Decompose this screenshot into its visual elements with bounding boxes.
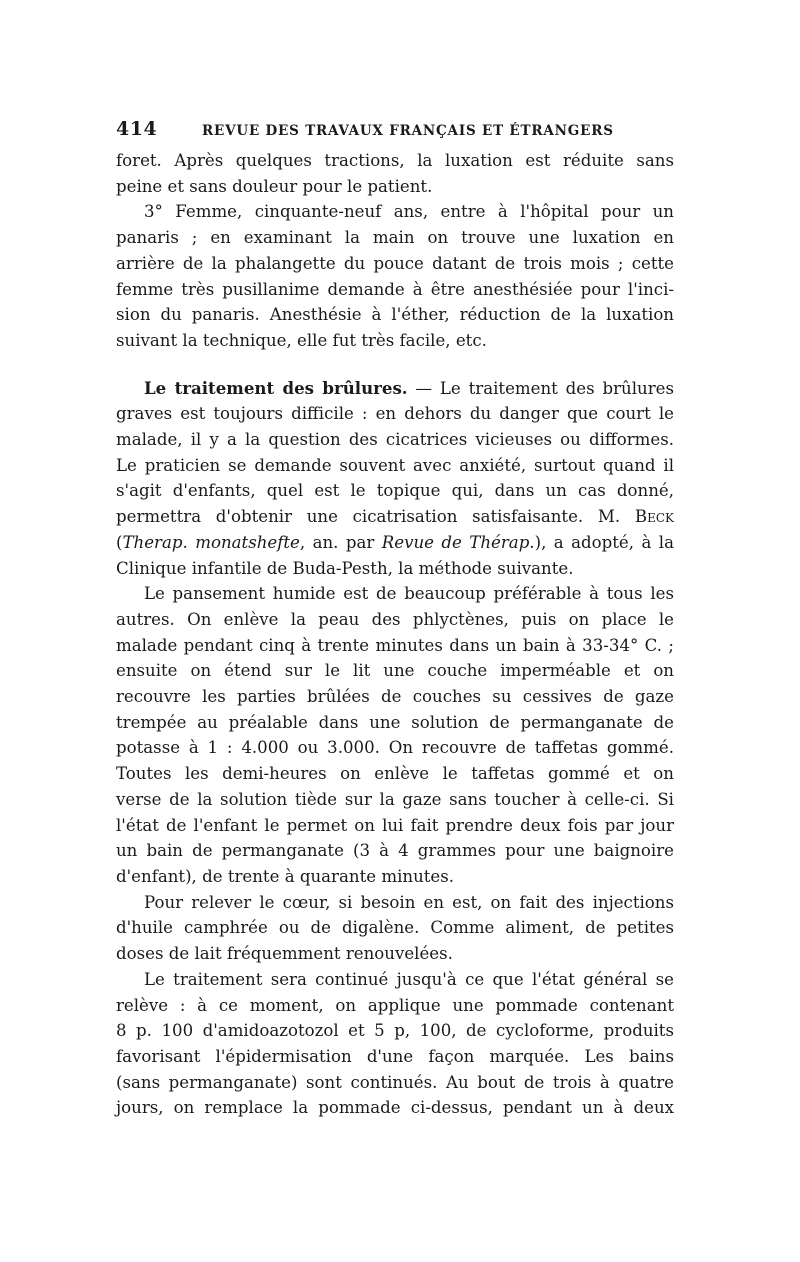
text-line: Le traitement sera continué jusqu'à ce que l'état général se [144, 969, 674, 989]
text-line: potasse à 1 : 4.000 ou 3.000. On recouvre de taffetas gommé. [116, 738, 674, 758]
text-line: trempée au préalable dans une solution de permanganate de [116, 712, 674, 732]
text-line: jours, on remplace la pommade ci-dessus, pendant un à deux [116, 1098, 674, 1118]
text-line: graves est toujours difficile : en dehors du danger que court le [116, 404, 674, 424]
text-line: verse de la solution tiède sur la gaze sans toucher à celle-ci. Si [116, 789, 674, 809]
text-line: Le pansement humide est de beaucoup préférable à tous les [144, 584, 674, 604]
running-title: REVUE DES TRAVAUX FRANÇAIS ET ÉTRANGERS [202, 123, 614, 139]
text-line: s'agit d'enfants, quel est le topique qui, dans un cas donné, [116, 481, 674, 501]
text-line: arrière de la phalangette du pouce datant de trois mois ; cette [116, 253, 674, 273]
text-line: l'état de l'enfant le permet on lui fait prendre deux fois par jour [116, 815, 674, 835]
text-line: (sans permanganate) sont continués. Au bout de trois à quatre [116, 1072, 674, 1092]
text-line: doses de lait fréquemment renouvelées. [116, 944, 453, 964]
section-heading-line [116, 376, 674, 402]
section-heading-continuation: — Le traitement des brûlures [407, 378, 674, 398]
text-line: recouvre les parties brûlées de couches su cessives de gaze [116, 687, 674, 707]
author-name: Beck [634, 507, 674, 527]
ref-open-paren: ( [116, 532, 123, 552]
reference-line [116, 530, 674, 556]
book-page [116, 118, 674, 1121]
text-line: suivant la technique, elle fut très facile, etc. [116, 330, 487, 350]
text-line: favorisant l'épidermisation d'une façon marquée. Les bains [116, 1046, 674, 1066]
text-line: relève : à ce moment, on applique une pommade contenant [116, 995, 674, 1015]
section-heading: Le traitement des brûlures. [144, 377, 408, 398]
section-gap [116, 354, 674, 376]
journal-title-1: Therap. monatshefte [122, 532, 300, 552]
ref-tail: ), a adopté, à la [534, 532, 674, 552]
ref-connector: , an. par [299, 532, 382, 552]
text-line: ensuite on étend sur le lit une couche imperméable et on [116, 661, 674, 681]
running-head [116, 118, 674, 148]
text-line: d'huile camphrée ou de digalène. Comme aliment, de petites [116, 918, 674, 938]
text-line: malade, il y a la question des cicatrices vicieuses ou difformes. [116, 430, 674, 450]
text-line [116, 504, 674, 530]
text-line: autres. On enlève la peau des phlyctènes, puis on place le [116, 609, 674, 629]
text-line: Le praticien se demande souvent avec anxiété, surtout quand il [116, 455, 674, 475]
section-body [116, 556, 674, 1121]
text-line: Clinique infantile de Buda-Pesth, la méthode suivante. [116, 558, 574, 578]
text-line: panaris ; en examinant la main on trouve une luxation en [116, 228, 674, 248]
text-line: Toutes les demi-heures on enlève le taffetas gommé et on [116, 764, 674, 784]
body-text [116, 148, 674, 1121]
journal-title-2: Revue de Thérap. [381, 532, 535, 552]
text-line-content: permettra d'obtenir une cicatrisation satisfaisante. M. [116, 507, 621, 527]
text-line: sion du panaris. Anesthésie à l'éther, réduction de la luxation [116, 305, 674, 325]
text-line: Pour relever le cœur, si besoin en est, on fait des injections [144, 892, 674, 912]
text-line: foret. Après quelques tractions, la luxation est réduite sans [116, 151, 674, 170]
text-line: un bain de permanganate (3 à 4 grammes pour une baignoire [116, 841, 674, 861]
text-line: malade pendant cinq à trente minutes dans un bain à 33-34° C. ; [116, 635, 674, 655]
intro-paragraphs [116, 148, 674, 354]
text-line: 3° Femme, cinquante-neuf ans, entre à l'hôpital pour un [144, 202, 674, 222]
text-line: d'enfant), de trente à quarante minutes. [116, 866, 455, 886]
section-lines [116, 401, 674, 530]
text-line: peine et sans douleur pour le patient. [116, 176, 433, 196]
page-number: 414 [116, 118, 158, 140]
text-line: femme très pusillanime demande à être anesthésiée pour l'inci- [116, 279, 674, 299]
text-line: 8 p. 100 d'amidoazotozol et 5 p, 100, de cycloforme, produits [116, 1021, 674, 1041]
